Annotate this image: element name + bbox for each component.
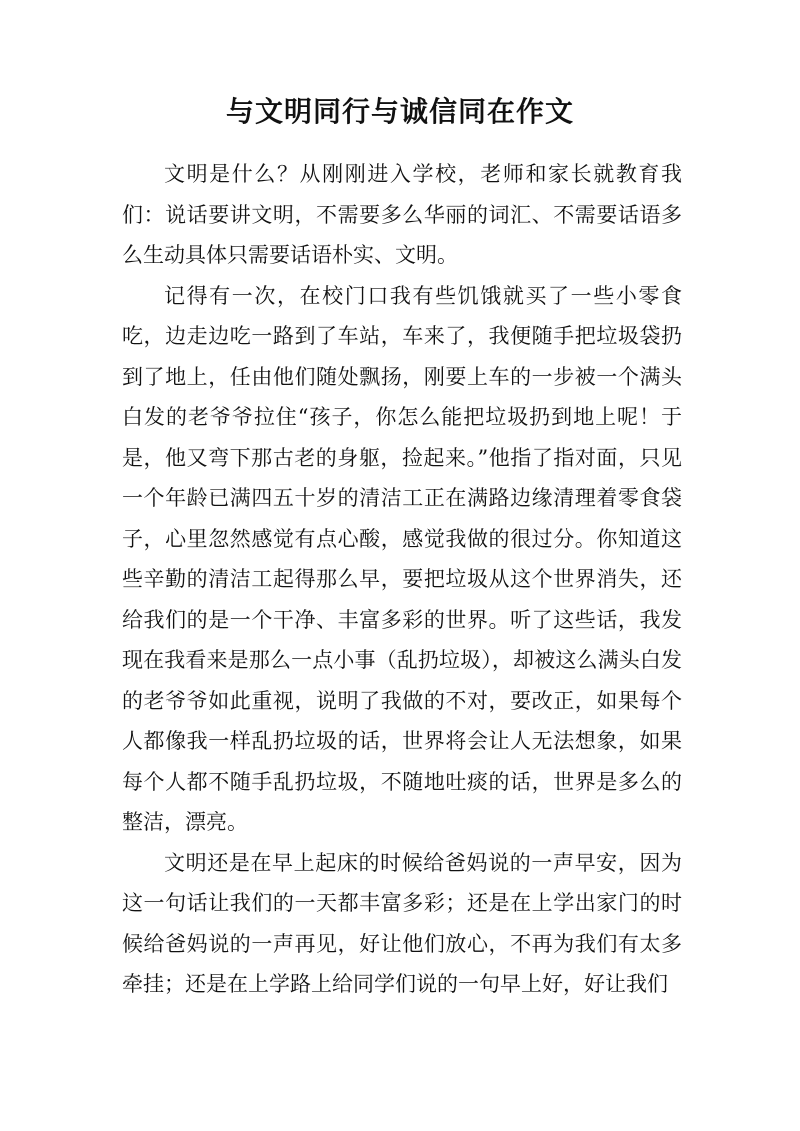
document-body bbox=[122, 154, 682, 1005]
paragraph-3: 文明还是在早上起床的时候给爸妈说的一声早安，因为这一句话让我们的一天都丰富多彩；还是在上学出家门的时候给爸妈说的一声再见，好让他们放心，不再为我们有太多牵挂；还是在上学路上给同学们说的一句早上好，好让我们 bbox=[122, 850, 682, 996]
paragraph-2: 记得有一次，在校门口我有些饥饿就买了一些小零食吃，边走边吃一路到了车站，车来了，我便随手把垃圾袋扔到了地上，任由他们随处飘扬，刚要上车的一步被一个满头白发的老爷爷拉住“孩子，你怎么能把垃圾扔到地上呢！于是，他又弯下那古老的身躯，捡起来。”他指了指对面，只见一个年龄已满四五十岁的清洁工正在满路边缘清理着零食袋子，心里忽然感觉有点心酸，感觉我做的很过分。你知道这些辛勤的清洁工起得那么早，要把垃圾从这个世界消失，还给我们的是一个干净、丰富多彩的世界。听了这些话，我发现在我看来是那么一点小事（乱扔垃圾），却被这么满头白发的老爷爷如此重视，说明了我做的不对，要改正，如果每个人都像我一样乱扔垃圾的话，世界将会让人无法想象，如果每个人都不随手乱扔垃圾，不随地吐痰的话，世界是多么的整洁，漂亮。 bbox=[122, 283, 682, 834]
document-title: 与文明同行与诚信同在作文 bbox=[225, 95, 574, 128]
paragraph-1: 文明是什么？从刚刚进入学校，老师和家长就教育我们：说话要讲文明，不需要多么华丽的词汇、不需要话语多么生动具体只需要话语朴实、文明。 bbox=[122, 162, 682, 267]
